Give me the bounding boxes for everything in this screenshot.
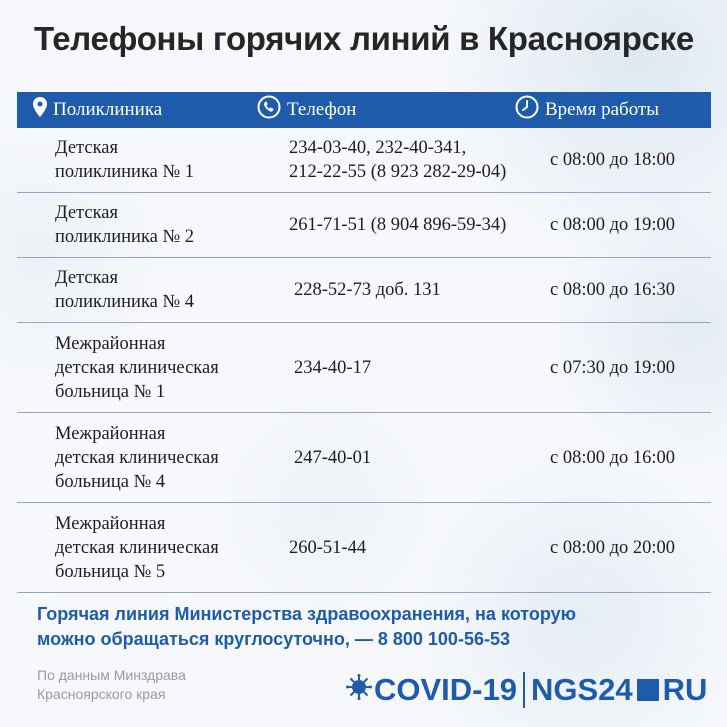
header-clinic <box>33 92 162 128</box>
clinic-phone: 228-52-73 доб. 131 <box>294 280 441 300</box>
table-row <box>17 323 711 413</box>
clinic-hours: с 08:00 до 18:00 <box>550 150 676 170</box>
logo-separator <box>523 672 525 708</box>
logo-ngs-text: NGS24 <box>530 672 633 707</box>
table-row <box>17 413 711 503</box>
clinic-name: Детская поликлиника № 4 <box>55 268 195 312</box>
hotline-note: Горячая линия Министерства здравоохранения, на которую можно обращаться круглосуточно, — 8 800 100-56-53 <box>37 604 576 649</box>
clinic-phone: 261-71-51 (8 904 896-59-34) <box>289 215 507 235</box>
clinic-hours: с 08:00 до 20:00 <box>550 537 676 558</box>
phone-icon <box>257 95 281 125</box>
clinic-phone: 234-03-40, 232-40-341, 212-22-55 (8 923 282-29-04) <box>289 138 507 182</box>
clinic-name: Межрайонная детская клиническая больница № 4 <box>55 423 219 492</box>
hotlines-table <box>17 92 711 593</box>
header-phone <box>257 92 356 128</box>
table-row <box>17 258 711 323</box>
logo-square <box>637 679 659 701</box>
clinic-hours: с 08:00 до 16:00 <box>550 447 676 468</box>
clinic-hours: с 08:00 до 19:00 <box>550 215 676 235</box>
clinic-name: Межрайонная детская клиническая больница № 5 <box>55 513 219 582</box>
table-row <box>17 503 711 593</box>
header-hours-label: Время работы <box>545 99 660 120</box>
logo-covid-text: COVID-19 <box>374 672 517 707</box>
table-row <box>17 128 711 193</box>
clinic-phone: 234-40-17 <box>294 357 372 378</box>
header-clinic-label: Поликлиника <box>53 99 163 120</box>
brand-logo <box>346 668 707 712</box>
page-title: Телефоны горячих линий в Красноярске <box>34 20 694 57</box>
header-hours <box>515 92 659 128</box>
logo-ru-text: RU <box>662 672 708 707</box>
clinic-hours: с 07:30 до 19:00 <box>550 357 676 378</box>
clinic-hours: с 08:00 до 16:30 <box>550 280 676 300</box>
virus-icon <box>346 672 372 708</box>
clinic-name: Детская поликлиника № 1 <box>55 138 195 182</box>
clinic-name: Межрайонная детская клиническая больница № 1 <box>55 333 219 402</box>
header-phone-label: Телефон <box>287 99 357 120</box>
clock-icon <box>515 95 539 125</box>
source-note: По данным Минздрава Красноярского края <box>37 667 186 702</box>
clinic-name: Детская поликлиника № 2 <box>55 203 195 247</box>
table-row <box>17 193 711 258</box>
clinic-phone: 247-40-01 <box>294 447 372 468</box>
clinic-phone: 260-51-44 <box>289 537 367 558</box>
location-pin-icon <box>33 97 47 123</box>
table-header <box>17 92 711 128</box>
